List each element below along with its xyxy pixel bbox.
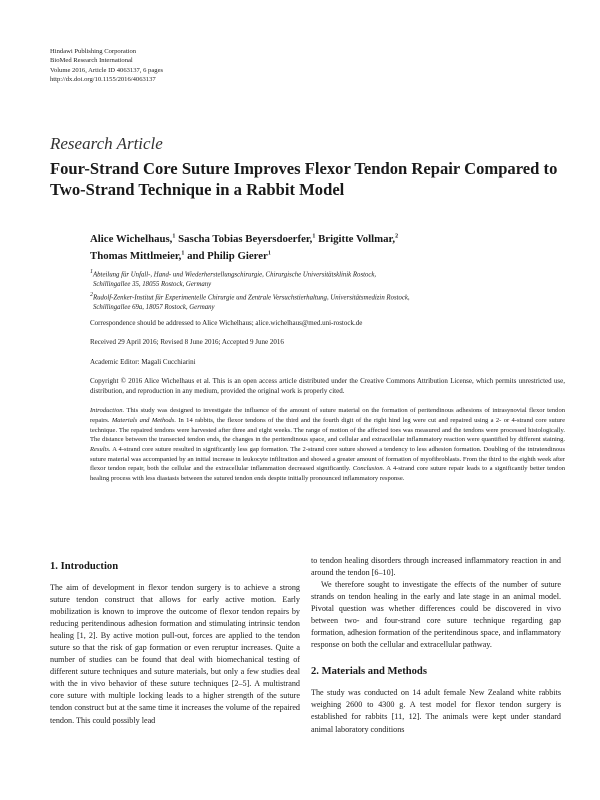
publication-info	[50, 47, 163, 84]
body-paragraph: We therefore sought to investigate the effects of the number of suture strands on tendon healing in the early and late stage in an animal model. Pivotal question was whether differences could be discovered in vivo between two- and four-strand core suture technique regarding gap formation, adhesion formation of the peritendinous space, and inflammatory response on both the cellular and extracellular pathway.	[311, 580, 561, 650]
body-paragraph: The study was conducted on 14 adult female New Zealand white rabbits weighing 2600 to 4300 g. A test model for flexor tendon surgery is established for rabbits [11, 12]. The animals were kept under standard animal laboratory conditions	[311, 688, 561, 734]
copyright-notice: Copyright © 2016 Alice Wichelhaus et al. This is an open access article distributed under the Creative Commons Attribution License, which permits unrestricted use, distribution, and reproduction in any medium, provided the original work is properly cited.	[90, 377, 565, 395]
academic-editor: Academic Editor: Magali Cucchiarini	[90, 357, 196, 366]
section-heading-introduction: 1. Introduction	[50, 561, 119, 572]
author: Brigitte Vollmar,$^2$	[318, 232, 399, 245]
right-column	[311, 555, 561, 736]
article-type: Research Article	[50, 134, 163, 153]
affiliation: $^1$Abteilung für Unfall-, Hand- und Wiederherstellungschirurgie, Chirurgische Universitätsklinik Rostock, Schillingallee 35, 18055 Rostock, Germany	[90, 269, 377, 288]
author-list	[90, 229, 565, 264]
abstract-results: A 4-strand core suture resulted in significantly less gap formation. The 2-strand core suture showed a tendency to less adhesion formation. Doubling of the intratendinous suture material was accompanied by an initial increase in leukocyte infiltration and showed a greater amount of formation of myofibroblasts. From the third to the eighth week after flexor tendon repair, both the cellular and the extracellular inflammation decreased significantly.	[90, 446, 565, 473]
abstract	[90, 406, 565, 484]
article-dates: Received 29 April 2016; Revised 8 June 2016; Accepted 9 June 2016	[90, 338, 284, 347]
doi-link[interactable]: http://dx.doi.org/10.1155/2016/4063137	[50, 75, 156, 83]
author: Sascha Tobias Beyersdoerfer,$^1$	[178, 232, 316, 245]
abstract-label-introduction: Introduction.	[90, 407, 125, 415]
author: and Philip Gierer$^1$	[187, 250, 271, 263]
affiliation: $^2$Rudolf-Zenker-Institut für Experimentelle Chirurgie und Zentrale Versuchstierhaltung, Universitätsmedizin Rostock, Schillingallee 69a, 18057 Rostock, Germany	[90, 292, 410, 312]
author: Thomas Mittlmeier,$^1$	[90, 250, 185, 263]
abstract-label-results: Results.	[90, 446, 111, 454]
abstract-label-conclusion: Conclusion.	[352, 465, 385, 473]
author: Alice Wichelhaus,$^1$	[90, 232, 176, 245]
section-heading-methods: 2. Materials and Methods	[311, 666, 427, 678]
front-matter	[90, 229, 565, 484]
correspondence: Correspondence should be addressed to Alice Wichelhaus; alice.wichelhaus@med.uni-rostock.de	[90, 318, 363, 327]
abstract-label-methods: Materials and Methods.	[111, 416, 176, 424]
article-title: Four-Strand Core Suture Improves Flexor Tendon Repair Compared to Two-Strand Technique in a Rabbit Model	[50, 159, 558, 199]
abstract-conclusion: A 4-strand core suture repair leads to a significantly better tendon healing process with less diastasis between the sutured tendon ends despite initially pronounced inflammatory response.	[90, 465, 565, 483]
body-paragraph: to tendon healing disorders through increased inflammatory reaction in and around the tendon [6–10].	[311, 556, 561, 578]
volume-info: Volume 2016, Article ID 4063137, 6 pages	[50, 66, 164, 74]
body-paragraph: The aim of development in flexor tendon surgery is to achieve a strong suture tendon construct that allows for early active motion. Early mobilization is known to improve the outcome of flexor tendon repairs by reducing peritendinous adhesion formation and stimulating intrinsic tendon healing [1, 2]. By active motion pull-out, forces are applied to the tendon suture so that the risk of gap formation or even reruptur increases. Quite a number of studies can be found that deal with biomechanical testing of different suture techniques and suture materials, but only a few studies deal with the in vivo behavior of these suture techniques [2–5]. A multistrand core suture with multiple locking leads to a higher strength of the suture tendon construct but at the same time it increases the volume of the repaired tendon. This could possibly lead	[50, 583, 300, 725]
publisher-name: Hindawi Publishing Corporation	[50, 48, 137, 55]
abstract-methods: In 14 rabbits, the flexor tendons of the third and the fourth digit of the right hind leg were cut and repaired using a 2- or 4-strand core suture technique. The repaired tendons were harvested after three and eight weeks. The range of motion of the affected toes was measured and the tendons were processed histologically. The distance between the transected tendon ends, the changes in the peritendinous space, and cellular and extracellular inflammatory reaction were quantified by different staining.	[90, 416, 565, 444]
journal-name: BioMed Research International	[50, 57, 133, 65]
left-column	[50, 560, 300, 727]
abstract-introduction: This study was designed to investigate the influence of the amount of suture material on the formation of peritendinous adhesions of intrasynovial flexor tendon repairs.	[90, 407, 565, 424]
